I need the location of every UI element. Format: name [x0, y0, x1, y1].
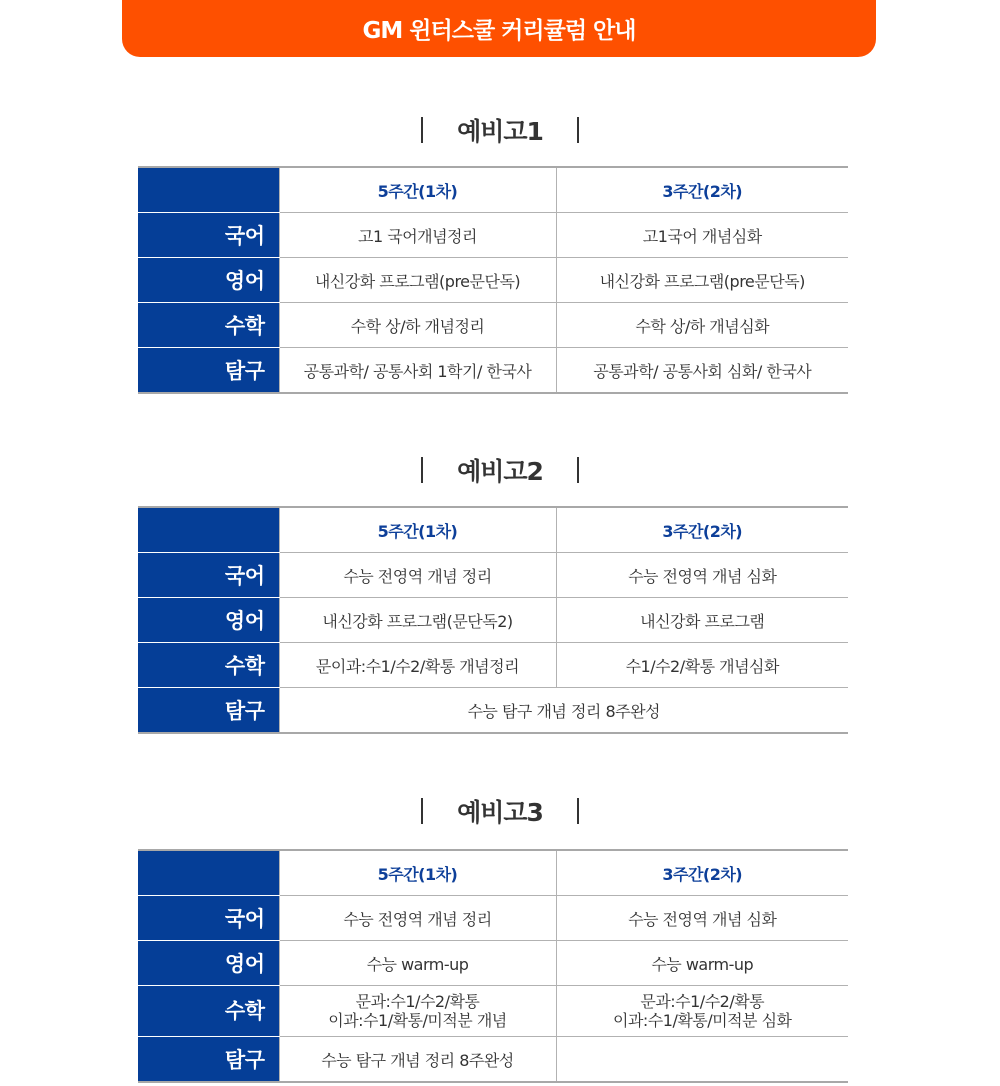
course-cell: 공통과학/ 공통사회 심화/ 한국사	[556, 348, 848, 394]
table-row	[138, 213, 848, 258]
subject-label: 탐구	[138, 1037, 279, 1083]
title-bar-left	[421, 457, 423, 483]
header-period-2: 3주간(2차)	[556, 167, 848, 213]
curriculum-table-3	[138, 849, 848, 1083]
course-line: 이과:수1/확통/미적분 개념	[328, 1011, 507, 1030]
course-cell: 고1 국어개념정리	[279, 213, 556, 258]
section-title-1	[0, 110, 1000, 150]
banner-title: GM 윈터스쿨 커리큘럼 안내	[362, 18, 636, 44]
subject-label: 국어	[138, 553, 279, 598]
header-period-1: 5주간(1차)	[279, 850, 556, 896]
section-title-2	[0, 450, 1000, 490]
table-row	[138, 688, 848, 734]
table-row	[138, 553, 848, 598]
page-banner	[122, 0, 876, 57]
table-row	[138, 348, 848, 394]
table-row	[138, 941, 848, 986]
course-cell: 수1/수2/확통 개념심화	[556, 643, 848, 688]
course-cell: 수학 상/하 개념정리	[279, 303, 556, 348]
course-cell: 수능 전영역 개념 정리	[279, 553, 556, 598]
table-row	[138, 1037, 848, 1083]
section-title-text: 예비고1	[457, 117, 543, 146]
subject-label: 탐구	[138, 348, 279, 394]
header-period-1: 5주간(1차)	[279, 167, 556, 213]
curriculum-table-2	[138, 506, 848, 734]
title-bar-right	[577, 117, 579, 143]
course-line: 문과:수1/수2/확통	[355, 992, 480, 1011]
table-row	[138, 258, 848, 303]
title-bar-left	[421, 798, 423, 824]
course-line: 이과:수1/확통/미적분 심화	[613, 1011, 792, 1030]
course-cell: 수능 전영역 개념 심화	[556, 896, 848, 941]
subject-label: 수학	[138, 643, 279, 688]
course-cell: 내신강화 프로그램(문단독2)	[279, 598, 556, 643]
course-cell: 수학 상/하 개념심화	[556, 303, 848, 348]
subject-label: 영어	[138, 598, 279, 643]
table-header-row	[138, 507, 848, 553]
subject-label: 국어	[138, 896, 279, 941]
header-period-2: 3주간(2차)	[556, 507, 848, 553]
subject-label: 수학	[138, 986, 279, 1037]
course-cell: 수능 전영역 개념 심화	[556, 553, 848, 598]
course-cell: 수능 탐구 개념 정리 8주완성	[279, 1037, 556, 1083]
subject-label: 수학	[138, 303, 279, 348]
section-title-text: 예비고2	[457, 457, 543, 486]
section-title-3	[0, 791, 1000, 831]
course-cell: 내신강화 프로그램(pre문단독)	[556, 258, 848, 303]
table-row	[138, 598, 848, 643]
table-row	[138, 303, 848, 348]
subject-label: 영어	[138, 258, 279, 303]
header-corner-cell	[138, 850, 279, 896]
course-cell: 고1국어 개념심화	[556, 213, 848, 258]
course-cell: 수능 warm-up	[279, 941, 556, 986]
table-header-row	[138, 850, 848, 896]
course-cell	[279, 986, 556, 1037]
title-bar-left	[421, 117, 423, 143]
table-row	[138, 986, 848, 1037]
course-cell: 공통과학/ 공통사회 1학기/ 한국사	[279, 348, 556, 394]
header-period-1: 5주간(1차)	[279, 507, 556, 553]
course-cell: 내신강화 프로그램	[556, 598, 848, 643]
subject-label: 탐구	[138, 688, 279, 734]
table-row	[138, 643, 848, 688]
subject-label: 영어	[138, 941, 279, 986]
course-cell: 수능 전영역 개념 정리	[279, 896, 556, 941]
table-header-row	[138, 167, 848, 213]
course-line: 문과:수1/수2/확통	[640, 992, 765, 1011]
table-row	[138, 896, 848, 941]
course-cell	[556, 986, 848, 1037]
course-cell: 내신강화 프로그램(pre문단독)	[279, 258, 556, 303]
curriculum-table-1	[138, 166, 848, 394]
header-corner-cell	[138, 167, 279, 213]
title-bar-right	[577, 457, 579, 483]
course-cell	[556, 1037, 848, 1083]
header-period-2: 3주간(2차)	[556, 850, 848, 896]
course-cell: 문이과:수1/수2/확통 개념정리	[279, 643, 556, 688]
course-cell-merged: 수능 탐구 개념 정리 8주완성	[279, 688, 848, 734]
course-cell: 수능 warm-up	[556, 941, 848, 986]
title-bar-right	[577, 798, 579, 824]
header-corner-cell	[138, 507, 279, 553]
section-title-text: 예비고3	[457, 798, 543, 827]
subject-label: 국어	[138, 213, 279, 258]
